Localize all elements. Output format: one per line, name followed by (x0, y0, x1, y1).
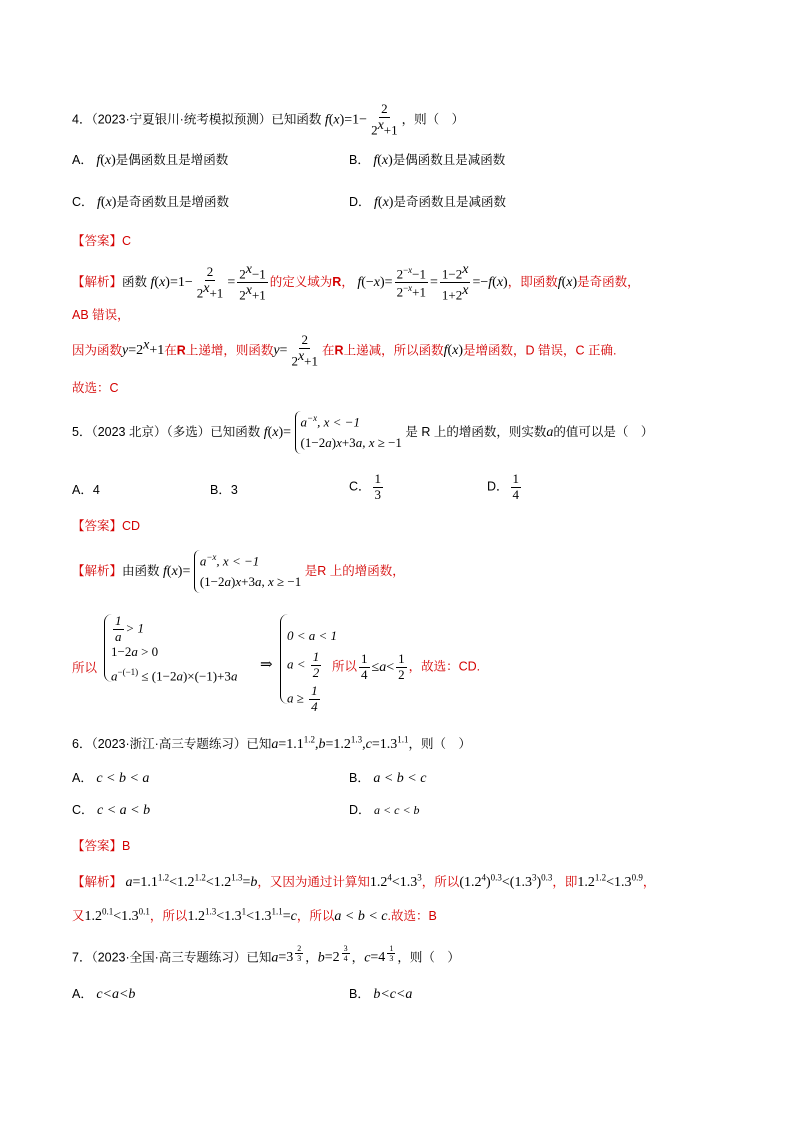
q5-analysis-result: 所以 $\frac{1}{4}$ ≤a< $\frac{1}{2}$ ，故选：CD. (332, 651, 481, 682)
q4-analysis-line-1: 【解析】函数 f(x)=1− $\frac{2}{2^x+1}$ = $\frac{2^x-1}{2^x+1}$ 的定义域为R， f(−x)= $\frac{2^{-x}-1}{2^{-x}+1}$ = $\frac{1-2^x}{1+2^x}$ =−f(x)，即函数f(x)是奇函数， (72, 262, 640, 303)
q5-option-d: D． $\frac{1}{4}$ (487, 471, 520, 502)
q6-option-b: B． a < b < c (349, 771, 427, 786)
q5-option-a: A．4 (72, 483, 100, 497)
q7-stem: 7．（2023·全国·高三专题练习）已知a=3 $^{\frac{2}{3}}$ ，b=2 $^{\frac{3}{4}}$ ，c=4 $^{\frac{1}{3}}$ ，则（ ） (72, 944, 460, 966)
q4-option-d: D． f(x)是奇函数且是减函数 (349, 195, 506, 210)
q5-option-c: C． $\frac{1}{3}$ (349, 471, 382, 502)
q5-system-1: $\frac{1}{a}$ > 1 1−2a > 0 $a^{-(-1)} \le (1-2a)\times(-1)+3a$ (104, 614, 276, 682)
q4-stem-suffix: ，则（ ） (401, 112, 465, 127)
q4-stem: 4．（2023·宁夏银川·统考模拟预测）已知函数 f(x)=1− $\frac{2}{2^x+1}$ ，则（ ） (72, 101, 465, 138)
q6-answer: 【答案】B (72, 839, 131, 853)
q4-analysis-line-3: 因为函数$y=2^x+1$在R上递增，则函数y= $\frac{2}{2^x+1}$ 在R上递减，所以函数f(x)是增函数，D 错误，C 正确. (72, 332, 617, 369)
q5-answer: 【答案】CD (72, 519, 141, 533)
q4-answer: 【答案】C (72, 234, 132, 248)
q5-analysis-line-1: 【解析】由函数 f(x)= $a^{-x}$, x < −1 (1−2a)x+3a, x ≥ −1 是R 上的增函数， (72, 550, 405, 593)
q6-option-c: C． c < a < b (72, 803, 151, 818)
q7-option-a: A． c<a<b (72, 987, 136, 1002)
q4-option-a: A． f(x)是偶函数且是增函数 (72, 153, 229, 168)
q5-option-b: B．3 (210, 483, 238, 497)
q6-stem: 6．（2023·浙江·高三专题练习）已知$a=1.1^{1.2},b=1.2^{1.3},c=1.3^{1.1}$，则（ ） (72, 734, 472, 752)
q4-analysis-line-2: AB 错误， (72, 308, 130, 322)
q5-stem: 5．（2023 北京）（多选）已知函数 f(x)= $a^{-x}$, x < −1 (1−2a)x+3a, x ≥ −1 是 R 上的增函数，则实数a的值可以是（ ） (72, 411, 653, 454)
q6-analysis-line-1: 【解析】 $a=1.1^{1.2}<1.2^{1.2}<1.2^{1.3}=b$，又因为通过计算知$1.2^4<1.3^3$，所以$(1.2^4)^{0.3}<(1.3^3)^{0.3}$，即$1.2^{1.2}<1.3^{0.9}$， (72, 872, 656, 890)
q5-system-2: 0 < a < 1 a < $\frac{1}{2}$ a ≥ $\frac{1}{4}$ (280, 614, 339, 704)
q4-conclusion: 故选：C (72, 381, 119, 395)
q6-analysis-line-2: 又$1.2^{0.1}<1.3^{0.1}$，所以$1.2^{1.3}<1.3^1<1.3^{1.1}=c$，所以a < b < c.故选：B (72, 906, 437, 924)
q4-option-b: B． f(x)是偶函数且是减函数 (349, 153, 506, 168)
q6-option-a: A． c < b < a (72, 771, 150, 786)
q7-option-b: B． b<c<a (349, 987, 413, 1002)
q5-so-label: 所以 (72, 661, 98, 675)
q4-option-c: C． f(x)是奇函数且是增函数 (72, 195, 229, 210)
q6-option-d: D． a < c < b (349, 803, 420, 817)
q5-implies-arrow: ⇒ (260, 657, 273, 673)
q4-stem-prefix: 4．（2023·宁夏银川·统考模拟预测）已知函数 (72, 112, 322, 127)
